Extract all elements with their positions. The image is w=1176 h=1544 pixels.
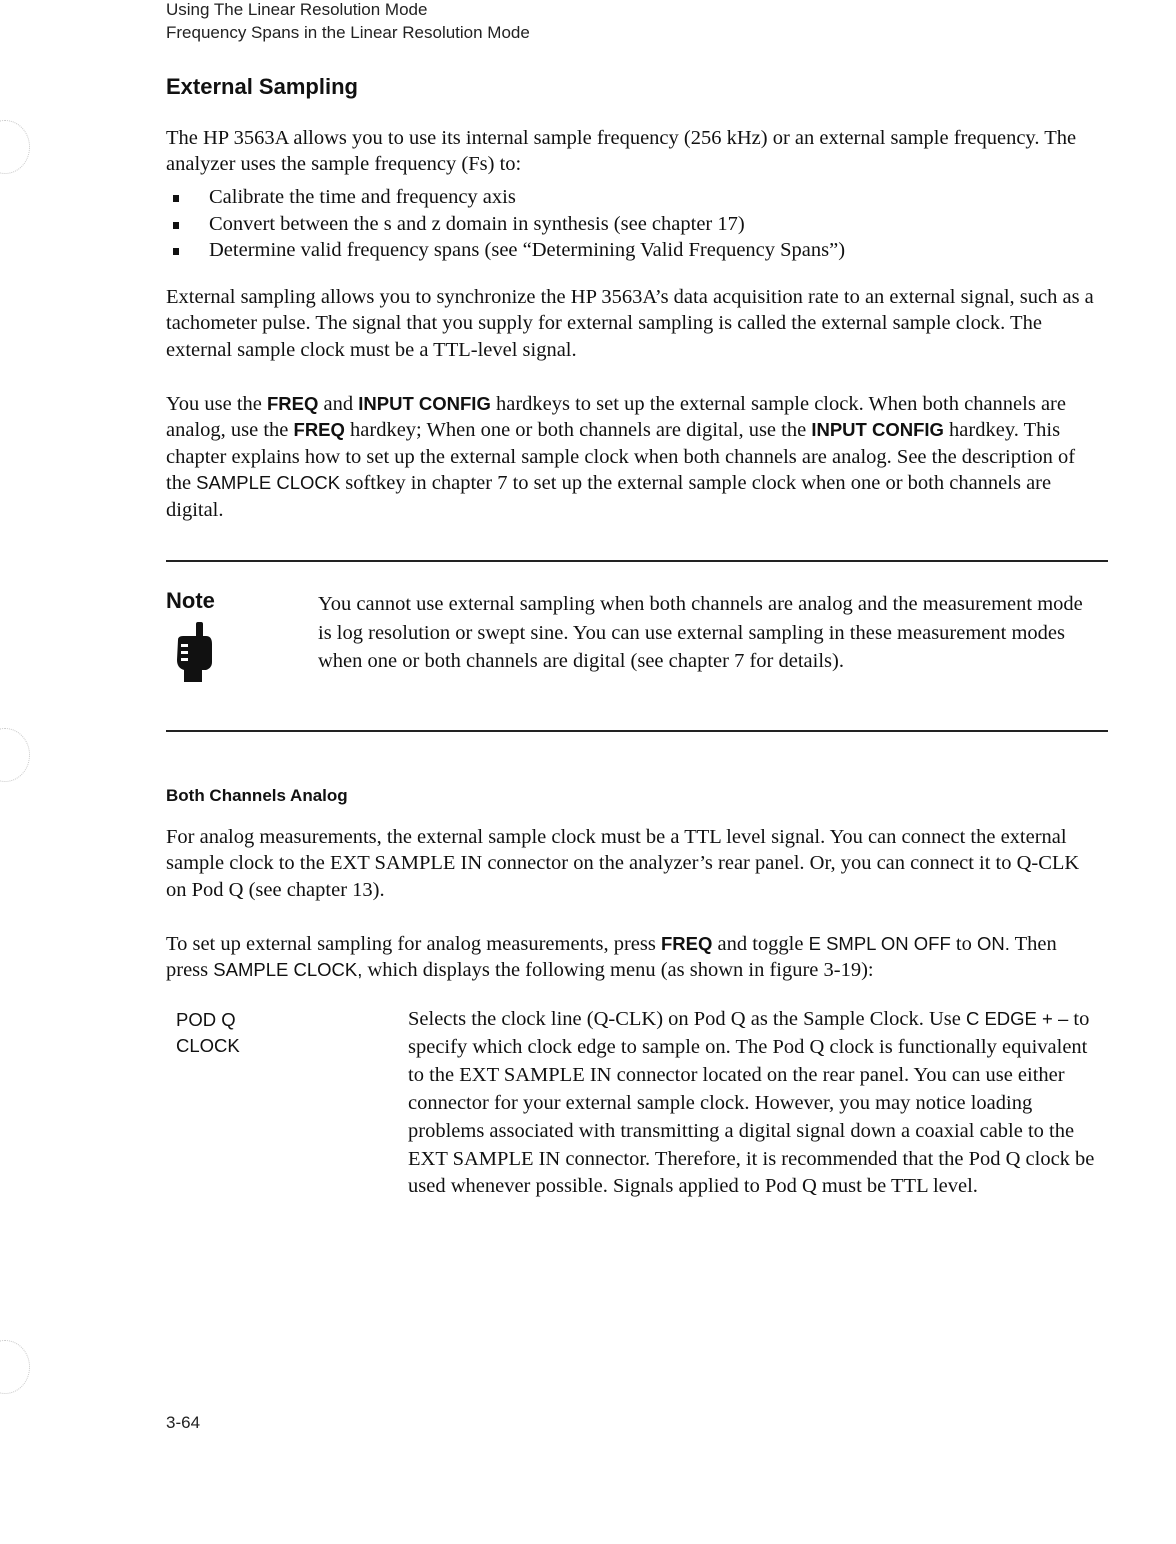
bullet-square-icon [173,248,179,255]
running-header-chapter: Using The Linear Resolution Mode [166,0,428,19]
note-text: You cannot use external sampling when both channels are analog and the measurement mode is log resolution or swept sine. You can use external sampling in these measurement modes when one or both channels are digital (see chapter 7 for details). [318,593,1083,672]
text-run: hardkeys to set up the external sample clock. When both channels are analog, use the [166,393,1066,442]
note-label: Note [166,588,215,613]
intro-paragraph: The HP 3563A allows you to use its internal sample frequency (256 kHz) or an external sample frequency. The analyzer uses the sample frequency (Fs) to: [166,127,1077,176]
bullet-square-icon [173,222,179,229]
external-sampling-paragraph: External sampling allows you to synchronize the HP 3563A’s data acquisition rate to an external signal, such as a tachometer pulse. The signal that you supply for external sampling is called the external sample clock. The external sample clock must be a TTL-level signal. [166,286,1094,361]
subsection-title: Both Channels Analog [166,786,348,805]
text-run: hardkey; When one or both channels are digital, use the [344,419,812,442]
bullet-text: Calibrate the time and frequency axis [209,186,516,208]
binder-hole-mark [0,1340,30,1394]
softkey-on: ON. [977,933,1010,954]
text-run: to specify which clock edge to sample on. The Pod Q clock is functionally equivalent to the EXT SAMPLE IN connector located on the rear panel. You can use either connector for your external sample clock. However, you may notice loading problems associated with transmitting a digital signal down a coaxial cable to the EXT SAMPLE IN connector. Therefore, it is recommended that the Pod Q clock be used whenever possible. Signals applied to Pod Q must be TTL level. [408,1008,1095,1198]
note-bottom-divider [166,730,1108,732]
analog-measurements-paragraph: For analog measurements, the external sample clock must be a TTL level signal. You can connect the external sample clock to the EXT SAMPLE IN connector on the analyzer’s rear panel. Or, you can connect it to Q-CLK on Pod Q (see chapter 13). [166,826,1080,901]
term-line: CLOCK [176,1035,240,1056]
list-item [166,211,1066,238]
binder-hole-mark [0,120,30,174]
list-item [166,237,1066,264]
hardkey-freq: FREQ [267,393,319,414]
term-line: POD Q [176,1009,236,1030]
hardkey-freq: FREQ [293,419,345,441]
hardkey-input-config: INPUT CONFIG [811,419,944,441]
text-run: To set up external sampling for analog measurements, press [166,933,661,955]
softkey-e-smpl-on-off: E SMPL ON OFF [808,933,951,954]
binder-hole-mark [0,728,30,782]
definition-description [408,1005,1098,1201]
definition-term [176,1007,240,1059]
setup-paragraph [166,931,1096,984]
softkey-c-edge: C EDGE + – [965,1008,1069,1029]
list-item [166,184,1066,211]
page-number: 3-64 [166,1413,201,1432]
text-run: softkey in chapter 7 to set up the external sample clock when one or both channels are digital. [166,472,1052,521]
text-run: to [950,933,977,955]
softkey-sample-clock: SAMPLE CLOCK [196,472,341,494]
pointing-hand-icon [172,622,214,689]
softkey-sample-clock: SAMPLE CLOCK, [213,959,363,981]
bullet-text: Convert between the s and z domain in synthesis (see chapter 17) [209,212,745,235]
hardkeys-paragraph [166,391,1096,523]
text-run: and [318,393,359,415]
text-run: You use the [166,393,267,415]
text-run: Selects the clock line (Q-CLK) on Pod Q as the Sample Clock. Use [408,1008,966,1030]
bullet-list [166,184,1066,264]
text-run: hardkey. This chapter explains how to set up the external sample clock when both channels are analog. See the description of the [166,419,1076,495]
text-run: Then press [166,933,1057,982]
text-run: which displays the following menu (as shown in figure 3-19): [362,959,874,982]
running-header-section: Frequency Spans in the Linear Resolution Mode [166,23,530,42]
bullet-square-icon [173,195,179,202]
hardkey-input-config: INPUT CONFIG [358,393,491,414]
section-title: External Sampling [166,74,358,99]
text-run: and toggle [712,933,809,955]
bullet-text: Determine valid frequency spans (see “Determining Valid Frequency Spans”) [209,239,846,262]
note-top-divider [166,560,1108,562]
hardkey-freq: FREQ [660,933,713,954]
